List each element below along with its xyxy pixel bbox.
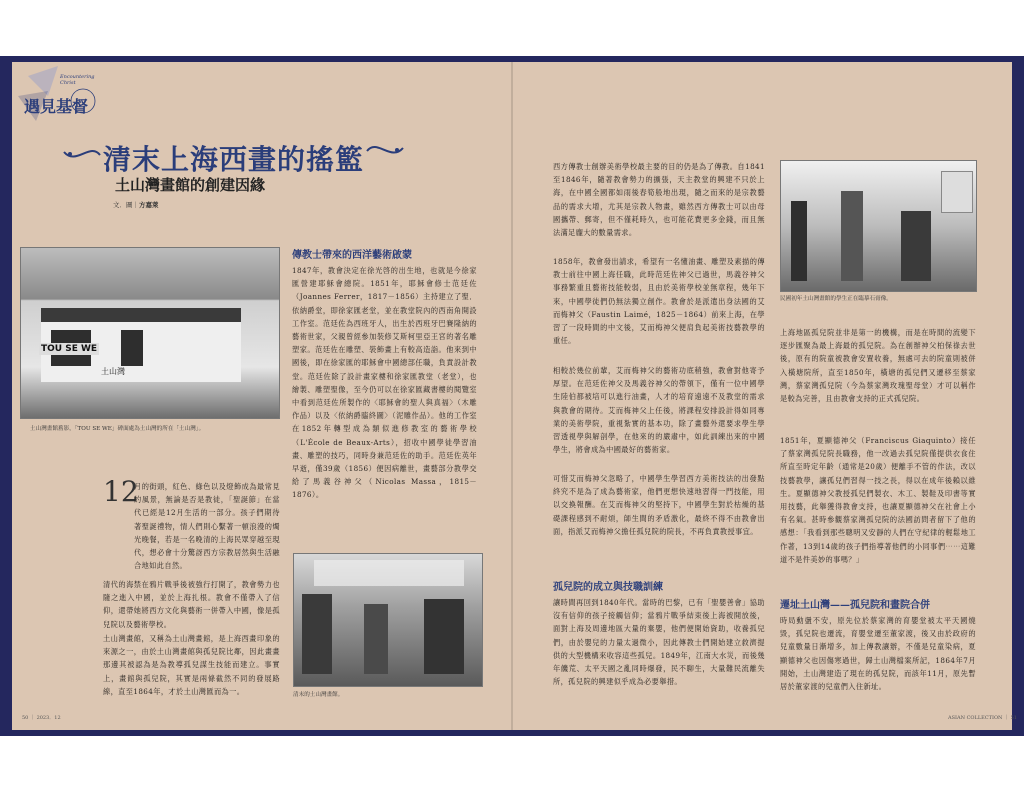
col-b-paragraph-1: 1847年，教會決定在徐光啓的出生地，也就是今徐家匯營建耶穌會總院。1851年，耶穌會修士范廷佐（Joannes Ferrer，1817－1856）主持建立了聖．依納爵堂，即徐家匯老堂，並在教堂院內的西南角開設工作室。范廷佐為西班牙人，出生於西班牙巴賽隆納的藝術世家，父親曾經參加裝修艾斯柯里亞王宮的著名雕塑家。范廷佐在雕塑、裝飾畫上有較高造詣。他來到中國後，即在徐家匯的耶穌會中國總部任職，負責設計教堂。范廷佐除了設計畫家樓和徐家匯教堂（老堂），也繪製、雕塑聖像，至今仍可以在徐家匯藏書樓的閱覽室中看到范廷佐所製作的〈耶穌會的聖人與真福〉（木雕作品）以及〈依納爵臨終圖〉（泥雕作品）。他的工作室在1852年轉型成為類似進修教室的藝術學校（L'École de Beaux-Arts），招收中國學徒學習油畫、雕塑的技巧，同時身兼范廷佐的助手。范廷佐英年早逝，僅39歲（1856）便因病離世，畫藝部分教學交給了馬義谷神父（Nicolas Massa，1815－1876）。 [292,266,477,500]
intro-paragraph: 月的街頭，紅色、綠色以及燈飾成為最常見的風景，無論是否是教徒，「聖誕節」在當代已經是12月生活的一部分。孩子們期待著聖誕禮物，情人們則心繫著一頓浪漫的燭光晚餐，若是一名晚清的上海民眾穿越至現代，想必會十分驚訝西方宗教居然與生活融合地如此自然。 [134,482,280,571]
col-a-paragraph-2: 清代的海禁在鴉片戰爭後被強行打開了，教會勢力也隨之進入中國，並於上海扎根。教會不僅帶入了信仰，還帶她將西方文化與藝術一併帶入中國，像是孤兒院以及藝術學校。 [103,580,280,629]
photo3-caption: 民國初年土山灣畫館的學生正在臨摹石膏像。 [780,296,892,302]
footer-right: ASIAN COLLECTION ｜ 51 [948,715,1017,721]
bottom-border [0,730,1024,736]
left-page-number: 50 [22,715,29,721]
col-d-paragraph-1: 上海地區孤兒院並非是第一的機構，而是在時間的流變下逐步匯聚為最上海最的孤兒院。為在創辦神父柏保祿去世後，原有的院童被教會安置收養，無處可去的院童則被併入橫塘院所，直至1850年，橫塘的孤兒們又遷移至蔡家灣，蔡家灣孤兒院（今為蔡家灣玫瑰聖母堂）才可以稱作是較為完善，且由教會支持的正式孤兒院。 [780,328,976,404]
byline-prefix: 文．圖｜ [113,201,139,209]
left-border [0,56,12,736]
photo-painting-studio [293,553,483,687]
col-c-paragraph-3: 相較於幾位前輩，艾而梅神父的藝術功底稍強，教會對他寄予厚望。在范廷佐神父及馬義谷神父的帶領下，僅有一位中國學生陸伯都被培可以進行油畫，人才的培育遠遠不及教堂的需求與教會的期待。艾而梅神父上任後，將課程安排設計得如同專業的美術學院，重視紮實的基本功，除了畫藝外還要求學生學習透視學與解剖學，在他來的的嚴肅中，如此訓練出來的中國學生，將會成為中國最好的藝術家。 [553,366,765,455]
heading-orphanage: 孤兒院的成立與技職訓練 [553,582,663,593]
issue-date: 2023．12 [36,715,61,721]
page-gutter [511,62,513,730]
col-a-paragraph-3: 土山灣畫館，又稱為土山灣畫館，是上海西畫印象的來源之一，由於土山灣畫館與孤兒院比鄰，因此畫畫那邊其被認為是為教導孤兒謀生技能而建立。事實上，畫館與孤兒院，其實是兩條截然不同的發展路線，直至1864年，才於土山灣匯而為一。 [103,634,280,696]
left-flourish-icon [62,140,102,170]
byline [113,200,159,209]
right-page-number: 51 [1010,715,1017,721]
article-subtitle: 土山灣畫館的創建因緣 [115,176,266,194]
section-label: 遇見基督 [24,97,89,116]
right-border [1012,56,1024,736]
brand-name: ASIAN COLLECTION [948,715,1003,721]
photo-tushanwan-building [20,247,280,419]
heading-relocation: 遷址土山灣——孤兒院和畫院合併 [780,600,930,611]
photo-students-sketching [780,160,977,292]
col-c-paragraph-1: 西方傳教士創辦美術學校最主要的目的仍是為了傳教。自1841至1846年，隨著教會勢力的擴張，天主教堂的興建不只於上海，在中國全國都如雨後春筍般地出現，隨之而來的是宗教藝品的需求大增，尤其是宗教人物畫，雖然西方傳教士可以由母國攜帶、郵寄，但不僅耗時久，也可能花費更多金錢，而且無法滿足龐大的數量需求。 [553,162,765,238]
drop-cap: 12 [103,475,139,508]
photo1-caption: 土山灣畫館舊影，「TOU SE WE」碑面處為土山灣的所在「土山灣」。 [30,426,205,432]
right-flourish-icon [365,136,405,166]
section-tag [18,66,110,136]
col-d-paragraph-3: 時局動盪不安，原先位於蔡家灣的育嬰堂被太平天國燒毀，孤兒院也遷流，育嬰堂遷至董家渡，後又由於政府的兒童數量日漸增多，加上傳教讓辦，不僅是兒童染病，夏顯德神父也因傷寒過世，歸土山灣檔案所記，1864年7月開始，土山灣建造了現在的孤兒院，而該年11月，原先暫居於董家渡的兒童們入住新址。 [780,616,976,692]
section-tag-en: Encountering Christ [60,74,95,86]
footer-left: 50 ｜ 2023．12 [22,715,61,721]
tousewe-sign: TOU SE WE [41,344,98,354]
plaque: 土山灣 [101,367,125,376]
col-c-paragraph-4: 可惜艾而梅神父忽略了，中國學生學習西方美術技法的出發點終究不是為了成為藝術家，他們更想快速地習得一門技能，用以交換報酬。在艾而梅神父的堅持下，中國學生對於枯燥的基礎課程感到不耐煩，師生間的矛盾激化，最終不得不由教會出面，指派艾而梅神父擔任孤兒院的院長，不再負責教授事宜。 [553,474,765,536]
col-c-paragraph-5: 讓時間再回到1840年代。當時的巴黎，已有「聖嬰善會」協助沒有信仰的孩子接觸信仰；當鴉片戰爭結束後上海被開放後，面對上海及周邊地區大量的棄嬰，他們便開始資助，收養孤兒們，由於嬰兒的力量太過微小，因此傳教士們開始建立救濟提供的大型機構來收容這些孤兒。1849年，江南大水災，而後幾年饑荒、太平天國之亂同時爆發，民不聊生，大量難民流離失所，孤兒院的興建似乎成為必要舉措。 [553,598,765,687]
col-d-paragraph-2: 1851年，夏顯德神父（Franciscus Giaquinto）接任了蔡家灣孤兒院長職務，他一改過去孤兒院僅提供衣食住所直至時定年齡（通常是20歲）便離手不管的作法，改以技藝教學，讓孤兒們習得一技之長，得以在成年後賴以維生。夏顯德神父教授孤兒們製衣、木工、製鞋及印書等實用技藝，此舉獲得教會支持，也讓夏顯德神父在社會上小有名氣。甚時參觀蔡家灣孤兒院的法國訪問者留下了他的感想：「我看到那些聰明又安靜的人們在守紀律的輕鬆地工作著，13到14歲的孩子們指導著他們的小同事們⋯⋯這難道不是件美妙的事嗎？」 [780,436,976,564]
photo2-caption: 清末的土山灣畫館。 [293,692,344,698]
article-title: 清末上海西畫的搖籃 [103,143,365,176]
col-c-paragraph-2: 1858年，教會發出請求，希望有一名懂油畫、雕塑及素描的傳教士前往中國上海任職，此時范廷佐神父已過世，馬義谷神父事務繁重且藝術技能較弱，且由於美術學校並無章程，幾年下來，中國學徒們仍無法獨立創作。教會於是派遣出身法國的艾而梅神父（Faustin Laimé，1825－1864）前來上海，在學習了一段時間的中文後，艾而梅神父便肩負起美術技藝教學的重任。 [553,257,765,346]
heading-western-art: 傳教士帶來的西洋藝術啟蒙 [292,250,412,261]
author-name: 方嘉萊 [139,201,159,209]
